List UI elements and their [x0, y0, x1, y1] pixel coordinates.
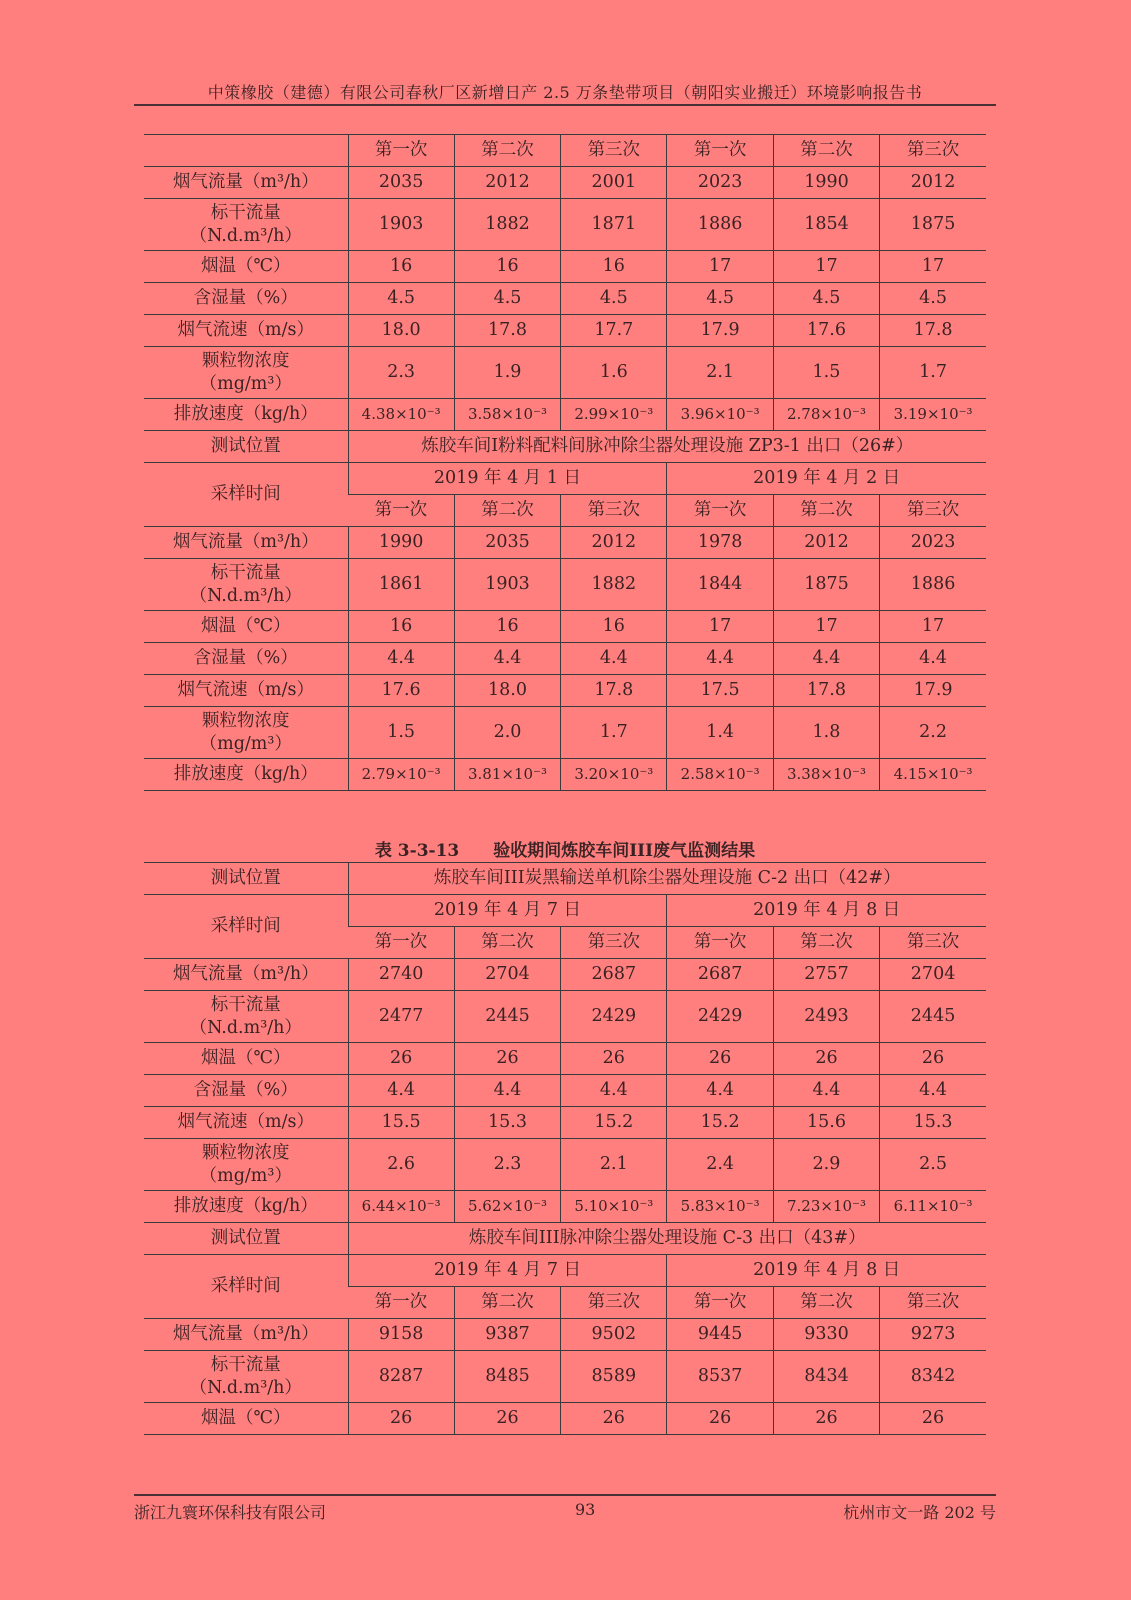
- value-cell: 17.6: [348, 675, 454, 707]
- row-label-pm: 颗粒物浓度 （mg/m³）: [144, 347, 348, 399]
- table-row: [144, 559, 986, 611]
- value-cell: 17.6: [773, 315, 879, 347]
- value-cell: 4.4: [348, 1075, 454, 1107]
- location-label: 测试位置: [144, 1223, 348, 1255]
- value-cell: 17.8: [880, 315, 986, 347]
- value-cell: 3.81×10⁻³: [454, 759, 560, 791]
- table-row: [144, 759, 986, 791]
- value-cell: 26: [561, 1403, 667, 1435]
- runs-row: [144, 135, 986, 167]
- table-row: [144, 991, 986, 1043]
- run-header: 第二次: [454, 135, 560, 167]
- value-cell: 4.5: [348, 283, 454, 315]
- row-label-moisture: 含湿量（%）: [144, 1075, 348, 1107]
- run-header: 第一次: [667, 135, 773, 167]
- value-cell: 2001: [561, 167, 667, 199]
- run-header: 第三次: [880, 135, 986, 167]
- value-cell: 15.2: [561, 1107, 667, 1139]
- table-continuation: [144, 134, 986, 791]
- value-cell: 9445: [667, 1319, 773, 1351]
- table-row: [144, 315, 986, 347]
- run-header: 第三次: [561, 135, 667, 167]
- run-header: 第三次: [880, 495, 986, 527]
- value-cell: 17.8: [561, 675, 667, 707]
- value-cell: 17.8: [773, 675, 879, 707]
- value-cell: 2687: [667, 959, 773, 991]
- run-header: 第二次: [773, 927, 879, 959]
- value-cell: 2.0: [454, 707, 560, 759]
- value-cell: 4.5: [454, 283, 560, 315]
- location-value: 炼胶车间III脉冲除尘器处理设施 C-3 出口（43#）: [348, 1223, 986, 1255]
- row-label-flow: 烟气流量（m³/h）: [144, 167, 348, 199]
- value-cell: 4.4: [773, 643, 879, 675]
- sampling-time-label: 采样时间: [144, 1255, 348, 1319]
- row-label-std-flow: 标干流量 （N.d.m³/h）: [144, 199, 348, 251]
- value-cell: 2704: [880, 959, 986, 991]
- row-label-temp: 烟温（℃）: [144, 1403, 348, 1435]
- run-header: 第三次: [561, 495, 667, 527]
- table-row: [144, 611, 986, 643]
- row-label-std-flow: 标干流量 （N.d.m³/h）: [144, 559, 348, 611]
- run-header: 第三次: [880, 927, 986, 959]
- table-row: [144, 1403, 986, 1435]
- value-cell: 1886: [880, 559, 986, 611]
- run-header: 第二次: [454, 1287, 560, 1319]
- value-cell: 4.4: [880, 1075, 986, 1107]
- location-label: 测试位置: [144, 431, 348, 463]
- table-row: [144, 1139, 986, 1191]
- value-cell: 26: [454, 1403, 560, 1435]
- table-row: [144, 643, 986, 675]
- value-cell: 17: [773, 611, 879, 643]
- value-cell: 4.4: [667, 643, 773, 675]
- value-cell: 4.4: [454, 643, 560, 675]
- value-cell: 3.58×10⁻³: [454, 399, 560, 431]
- location-row: [144, 863, 986, 895]
- value-cell: 2012: [773, 527, 879, 559]
- value-cell: 2023: [667, 167, 773, 199]
- table-row: [144, 1107, 986, 1139]
- value-cell: 4.5: [880, 283, 986, 315]
- value-cell: 2.1: [667, 347, 773, 399]
- value-cell: 1882: [454, 199, 560, 251]
- run-header: 第二次: [454, 927, 560, 959]
- value-cell: 17: [880, 611, 986, 643]
- value-cell: 3.38×10⁻³: [773, 759, 879, 791]
- value-cell: 4.5: [667, 283, 773, 315]
- value-cell: 2.58×10⁻³: [667, 759, 773, 791]
- value-cell: 6.44×10⁻³: [348, 1191, 454, 1223]
- run-header: 第三次: [561, 927, 667, 959]
- value-cell: 5.10×10⁻³: [561, 1191, 667, 1223]
- value-cell: 17.9: [880, 675, 986, 707]
- value-cell: 1903: [348, 199, 454, 251]
- location-value: 炼胶车间III炭黑输送单机除尘器处理设施 C-2 出口（42#）: [348, 863, 986, 895]
- row-label-velocity: 烟气流速（m/s）: [144, 315, 348, 347]
- value-cell: 17.9: [667, 315, 773, 347]
- row-label-velocity: 烟气流速（m/s）: [144, 675, 348, 707]
- value-cell: 26: [880, 1403, 986, 1435]
- row-label-rate: 排放速度（kg/h）: [144, 759, 348, 791]
- value-cell: 7.23×10⁻³: [773, 1191, 879, 1223]
- value-cell: 1882: [561, 559, 667, 611]
- value-cell: 8342: [880, 1351, 986, 1403]
- row-label-flow: 烟气流量（m³/h）: [144, 527, 348, 559]
- value-cell: 17: [667, 251, 773, 283]
- value-cell: 2.78×10⁻³: [773, 399, 879, 431]
- run-header: 第二次: [773, 135, 879, 167]
- run-header: 第一次: [348, 135, 454, 167]
- table-row: [144, 283, 986, 315]
- table-row: [144, 1351, 986, 1403]
- value-cell: 2445: [454, 991, 560, 1043]
- run-header: 第一次: [348, 495, 454, 527]
- value-cell: 17.8: [454, 315, 560, 347]
- value-cell: 2429: [667, 991, 773, 1043]
- page-header: 中策橡胶（建德）有限公司春秋厂区新增日产 2.5 万条垫带项目（朝阳实业搬迁）环境影响报告书: [207, 83, 923, 102]
- run-header: 第二次: [773, 1287, 879, 1319]
- header-rule: [134, 104, 996, 106]
- run-header: 第二次: [773, 495, 879, 527]
- table-row: [144, 1191, 986, 1223]
- value-cell: 1875: [880, 199, 986, 251]
- value-cell: 5.83×10⁻³: [667, 1191, 773, 1223]
- footer-company: 浙江九寰环保科技有限公司: [134, 1503, 327, 1522]
- row-label-temp: 烟温（℃）: [144, 1043, 348, 1075]
- value-cell: 26: [454, 1043, 560, 1075]
- value-cell: 15.3: [454, 1107, 560, 1139]
- value-cell: 16: [348, 251, 454, 283]
- value-cell: 3.96×10⁻³: [667, 399, 773, 431]
- date-2: 2019 年 4 月 8 日: [667, 1255, 986, 1287]
- value-cell: 4.15×10⁻³: [880, 759, 986, 791]
- value-cell: 1.9: [454, 347, 560, 399]
- value-cell: 1861: [348, 559, 454, 611]
- value-cell: 17.7: [561, 315, 667, 347]
- value-cell: 2012: [880, 167, 986, 199]
- value-cell: 3.20×10⁻³: [561, 759, 667, 791]
- location-value: 炼胶车间I粉料配料间脉冲除尘器处理设施 ZP3-1 出口（26#）: [348, 431, 986, 463]
- run-header: 第一次: [348, 927, 454, 959]
- value-cell: 26: [773, 1403, 879, 1435]
- value-cell: 8485: [454, 1351, 560, 1403]
- value-cell: 2.3: [348, 347, 454, 399]
- table-row: [144, 675, 986, 707]
- value-cell: 1854: [773, 199, 879, 251]
- run-header: 第三次: [561, 1287, 667, 1319]
- run-header: 第一次: [667, 927, 773, 959]
- value-cell: 1.7: [880, 347, 986, 399]
- run-header: 第一次: [667, 1287, 773, 1319]
- value-cell: 1886: [667, 199, 773, 251]
- value-cell: 2.6: [348, 1139, 454, 1191]
- value-cell: 3.19×10⁻³: [880, 399, 986, 431]
- value-cell: 15.3: [880, 1107, 986, 1139]
- value-cell: 1871: [561, 199, 667, 251]
- value-cell: 1.4: [667, 707, 773, 759]
- value-cell: 8537: [667, 1351, 773, 1403]
- table-row: [144, 527, 986, 559]
- value-cell: 6.11×10⁻³: [880, 1191, 986, 1223]
- value-cell: 1903: [454, 559, 560, 611]
- value-cell: 2035: [348, 167, 454, 199]
- value-cell: 2740: [348, 959, 454, 991]
- value-cell: 17.5: [667, 675, 773, 707]
- date-2: 2019 年 4 月 2 日: [667, 463, 986, 495]
- value-cell: 15.6: [773, 1107, 879, 1139]
- value-cell: 4.4: [667, 1075, 773, 1107]
- row-label-temp: 烟温（℃）: [144, 611, 348, 643]
- location-label: 测试位置: [144, 863, 348, 895]
- value-cell: 26: [880, 1043, 986, 1075]
- row-label-pm: 颗粒物浓度 （mg/m³）: [144, 1139, 348, 1191]
- value-cell: 26: [667, 1403, 773, 1435]
- value-cell: 17: [667, 611, 773, 643]
- value-cell: 4.4: [561, 1075, 667, 1107]
- date-row: [144, 895, 986, 927]
- table-3-3-13: [144, 862, 986, 1435]
- value-cell: 15.2: [667, 1107, 773, 1139]
- table-row: [144, 707, 986, 759]
- value-cell: 8589: [561, 1351, 667, 1403]
- value-cell: 26: [667, 1043, 773, 1075]
- row-label-rate: 排放速度（kg/h）: [144, 399, 348, 431]
- value-cell: 2445: [880, 991, 986, 1043]
- value-cell: 1.7: [561, 707, 667, 759]
- value-cell: 26: [773, 1043, 879, 1075]
- value-cell: 16: [454, 251, 560, 283]
- table-row: [144, 251, 986, 283]
- value-cell: 2035: [454, 527, 560, 559]
- date-1: 2019 年 4 月 7 日: [348, 1255, 667, 1287]
- value-cell: 4.4: [880, 643, 986, 675]
- value-cell: 1875: [773, 559, 879, 611]
- value-cell: 1990: [773, 167, 879, 199]
- value-cell: 1990: [348, 527, 454, 559]
- value-cell: 2.99×10⁻³: [561, 399, 667, 431]
- value-cell: 2.1: [561, 1139, 667, 1191]
- value-cell: 4.4: [773, 1075, 879, 1107]
- value-cell: 15.5: [348, 1107, 454, 1139]
- blank-cell: [144, 135, 348, 167]
- run-header: 第一次: [348, 1287, 454, 1319]
- value-cell: 2.4: [667, 1139, 773, 1191]
- table-row: [144, 1319, 986, 1351]
- value-cell: 26: [561, 1043, 667, 1075]
- value-cell: 4.38×10⁻³: [348, 399, 454, 431]
- value-cell: 2757: [773, 959, 879, 991]
- table-row: [144, 959, 986, 991]
- row-label-std-flow: 标干流量 （N.d.m³/h）: [144, 1351, 348, 1403]
- value-cell: 9387: [454, 1319, 560, 1351]
- table-row: [144, 199, 986, 251]
- value-cell: 2687: [561, 959, 667, 991]
- value-cell: 16: [561, 611, 667, 643]
- value-cell: 4.4: [454, 1075, 560, 1107]
- value-cell: 4.4: [348, 643, 454, 675]
- date-1: 2019 年 4 月 1 日: [348, 463, 667, 495]
- location-row: [144, 1223, 986, 1255]
- table-caption: 表 3-3-13 验收期间炼胶车间III废气监测结果: [374, 841, 756, 861]
- value-cell: 4.5: [561, 283, 667, 315]
- table-row: [144, 1043, 986, 1075]
- value-cell: 8287: [348, 1351, 454, 1403]
- value-cell: 1.5: [348, 707, 454, 759]
- value-cell: 26: [348, 1403, 454, 1435]
- value-cell: 16: [348, 611, 454, 643]
- value-cell: 2429: [561, 991, 667, 1043]
- value-cell: 4.4: [561, 643, 667, 675]
- value-cell: 1.6: [561, 347, 667, 399]
- row-label-flow: 烟气流量（m³/h）: [144, 1319, 348, 1351]
- footer-address: 杭州市文一路 202 号: [843, 1503, 996, 1522]
- row-label-rate: 排放速度（kg/h）: [144, 1191, 348, 1223]
- value-cell: 2.5: [880, 1139, 986, 1191]
- run-header: 第二次: [454, 495, 560, 527]
- value-cell: 18.0: [348, 315, 454, 347]
- row-label-moisture: 含湿量（%）: [144, 643, 348, 675]
- value-cell: 9273: [880, 1319, 986, 1351]
- value-cell: 2493: [773, 991, 879, 1043]
- table-row: [144, 1075, 986, 1107]
- value-cell: 2012: [454, 167, 560, 199]
- row-label-std-flow: 标干流量 （N.d.m³/h）: [144, 991, 348, 1043]
- value-cell: 4.5: [773, 283, 879, 315]
- location-row: [144, 431, 986, 463]
- table-row: [144, 347, 986, 399]
- value-cell: 9158: [348, 1319, 454, 1351]
- value-cell: 1.5: [773, 347, 879, 399]
- value-cell: 18.0: [454, 675, 560, 707]
- value-cell: 26: [348, 1043, 454, 1075]
- table-row: [144, 399, 986, 431]
- sampling-time-label: 采样时间: [144, 463, 348, 527]
- row-label-velocity: 烟气流速（m/s）: [144, 1107, 348, 1139]
- value-cell: 1978: [667, 527, 773, 559]
- value-cell: 9330: [773, 1319, 879, 1351]
- row-label-flow: 烟气流量（m³/h）: [144, 959, 348, 991]
- value-cell: 17: [773, 251, 879, 283]
- date-row: [144, 463, 986, 495]
- run-header: 第一次: [667, 495, 773, 527]
- row-label-temp: 烟温（℃）: [144, 251, 348, 283]
- footer-rule: [134, 1494, 996, 1496]
- value-cell: 2477: [348, 991, 454, 1043]
- value-cell: 2.79×10⁻³: [348, 759, 454, 791]
- value-cell: 2023: [880, 527, 986, 559]
- row-label-pm: 颗粒物浓度 （mg/m³）: [144, 707, 348, 759]
- table-row: [144, 167, 986, 199]
- value-cell: 17: [880, 251, 986, 283]
- value-cell: 2704: [454, 959, 560, 991]
- value-cell: 9502: [561, 1319, 667, 1351]
- date-row: [144, 1255, 986, 1287]
- value-cell: 5.62×10⁻³: [454, 1191, 560, 1223]
- value-cell: 2.3: [454, 1139, 560, 1191]
- run-header: 第三次: [880, 1287, 986, 1319]
- date-2: 2019 年 4 月 8 日: [667, 895, 986, 927]
- value-cell: 2.2: [880, 707, 986, 759]
- value-cell: 2.9: [773, 1139, 879, 1191]
- sampling-time-label: 采样时间: [144, 895, 348, 959]
- value-cell: 1.8: [773, 707, 879, 759]
- value-cell: 2012: [561, 527, 667, 559]
- value-cell: 1844: [667, 559, 773, 611]
- row-label-moisture: 含湿量（%）: [144, 283, 348, 315]
- value-cell: 8434: [773, 1351, 879, 1403]
- value-cell: 16: [454, 611, 560, 643]
- date-1: 2019 年 4 月 7 日: [348, 895, 667, 927]
- value-cell: 16: [561, 251, 667, 283]
- page-number: 93: [575, 1500, 596, 1519]
